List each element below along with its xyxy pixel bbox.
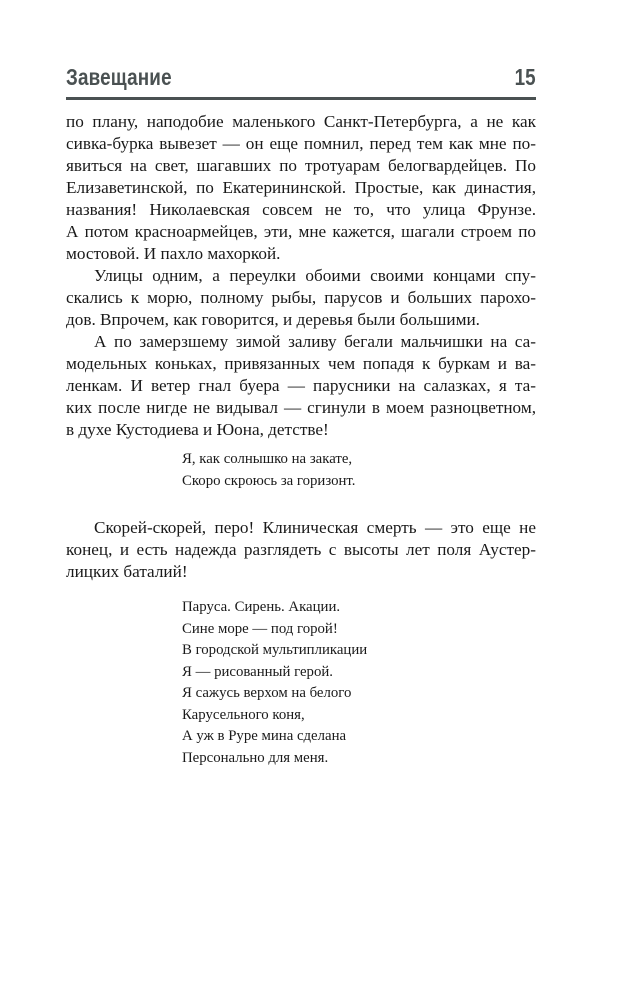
text-line: Улицы одним, а переулки обоими своими концами спу- (94, 266, 536, 285)
poem-line: Сине море — под горой! (182, 620, 338, 637)
text-line: модельных коньках, привязанных чем попадя к буркам и ва- (66, 354, 536, 373)
text-line: сивка-бурка вывезет — он еще помнил, перед тем как мне по- (66, 134, 536, 153)
text-line: Елизаветинской, по Екатерининской. Простые, как династия, (66, 178, 536, 197)
text-line: ленкам. И ветер гнал буера — парусники на салазках, я та- (66, 376, 536, 395)
paragraph-1 (66, 111, 536, 265)
poem-line: Паруса. Сирень. Акации. (182, 599, 341, 615)
paragraph-2 (66, 265, 536, 331)
text-line: скались к морю, полному рыбы, парусов и больших парохо- (66, 288, 536, 307)
paragraph-3 (66, 331, 536, 441)
running-header (66, 64, 536, 94)
poem-line: В городской мультипликации (182, 642, 368, 658)
header-rule (66, 97, 536, 100)
poem-1 (182, 449, 542, 492)
poem-line: Карусельного коня, (182, 706, 305, 723)
poem-line: Скоро скроюсь за горизонт. (182, 472, 356, 489)
poem-line: Я — рисованный герой. (182, 663, 333, 680)
text-line: по плану, наподобие маленького Санкт-Петербурга, а не как (66, 112, 536, 131)
text-line: А по замерзшему зимой заливу бегали мальчишки на са- (94, 332, 536, 351)
poem-2 (182, 597, 542, 769)
text-line: А потом красноармейцев, эти, мне кажется, шагали строем по (66, 222, 536, 241)
text-line: названия! Николаевская совсем не то, что улица Фрунзе. (66, 200, 536, 219)
poem-line: Я, как солнышко на закате, (182, 451, 353, 467)
paragraph-4 (66, 517, 536, 583)
text-line: мостовой. И пахло махоркой. (66, 244, 281, 263)
running-title: Завещание (66, 64, 172, 90)
text-line: Скорей-скорей, перо! Клиническая смерть — это еще не (94, 518, 536, 537)
text-line: конец, и есть надежда разглядеть с высоты лет поля Аустер- (66, 540, 536, 559)
text-line: ких после нигде не видывал — сгинули в моем разноцветном, (66, 398, 536, 417)
page-number: 15 (515, 64, 536, 90)
text-line: явиться на свет, шагавших по тротуарам белогвардейцев. По (66, 156, 536, 175)
poem-line: Персонально для меня. (182, 749, 329, 766)
poem-line: А уж в Руре мина сделана (182, 728, 347, 744)
text-line: дов. Впрочем, как говорится, и деревья были большими. (66, 310, 480, 329)
poem-line: Я сажусь верхом на белого (182, 685, 352, 701)
text-line: в духе Кустодиева и Юона, детстве! (66, 420, 329, 439)
text-line: лицких баталий! (66, 562, 188, 581)
